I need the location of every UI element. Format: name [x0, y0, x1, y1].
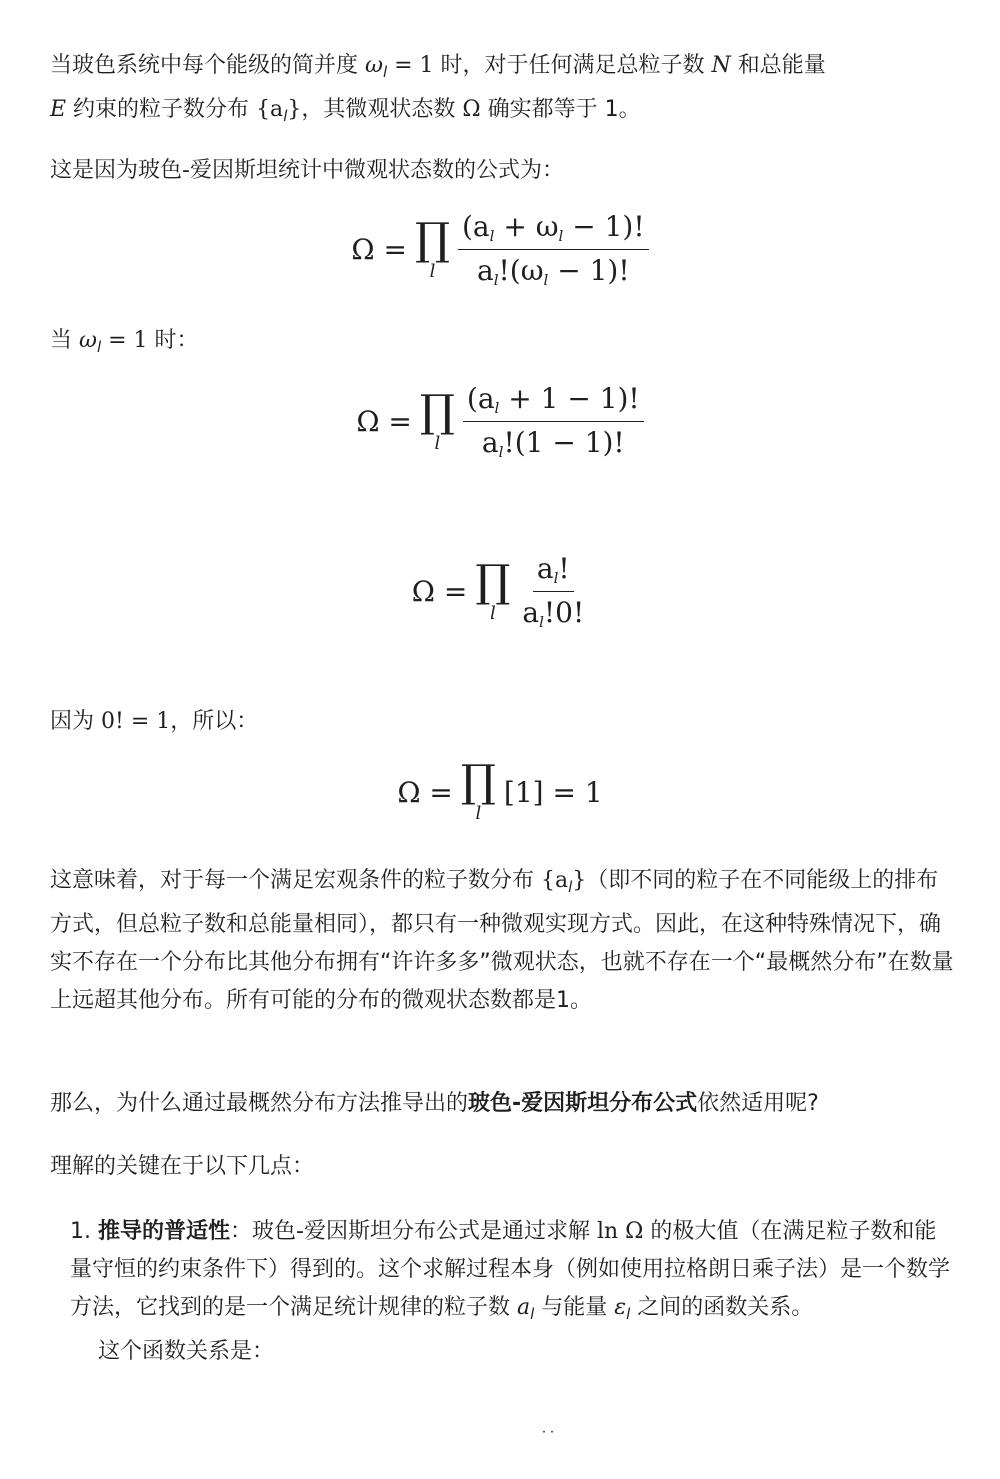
- list-item: 1. 推导的普适性：玻色-爱因斯坦分布公式是通过求解 ln Ω 的极大值（在满足粒子数和能量守恒的约束条件下）得到的。这个求解过程本身（例如使用拉格朗日乘子法）是一个数学方法，它找到的是一个满足统计规律的粒子数 $a_l$ 与能量 $\varepsilon_l$ 之间的函数关系。 这个函数关系是：: [70, 1219, 951, 1364]
- cutoff-mark: ˙˙: [540, 1428, 556, 1447]
- equation-4: Ω = ∏ l [1] = 1: [397, 756, 603, 824]
- question-paragraph: 那么，为什么通过最概然分布方法推导出的玻色-爱因斯坦分布公式依然适用呢?: [50, 1091, 819, 1116]
- equation-1: Ω = ∏ l $\frac{(a_l + \omega_l - 1)!}{a_l!(\omega_l - 1)!}$: [0, 210, 1000, 289]
- intro-paragraph: 当玻色系统中每个能级的简并度 $\omega_l = 1$ 时，对于任何满足总粒子数 N 和总能量 E 约束的粒子数分布 $\{a_l\}$，其微观状态数 Ω 确实都等于 1。: [50, 53, 826, 125]
- equation-3: Ω = ∏ l $\frac{a_l!}{a_l!0!}$: [411, 552, 585, 631]
- when-omega-1: 当 $\omega_l = 1$ 时：: [50, 328, 199, 356]
- formula-intro: 这是因为玻色-爱因斯坦统计中微观状态数的公式为：: [50, 158, 564, 183]
- meaning-paragraph: 这意味着，对于每一个满足宏观条件的粒子数分布 $\{a_l\}$（即不同的粒子在不同能级上的排布方式，但总粒子数和总能量相同），都只有一种微观实现方式。因此，在这种特殊情况下，确实不存在一个分布比其他分布拥有“许许多多”微观状态，也就不存在一个“最概然分布”在数量上远超其他分布。所有可能的分布的微观状态数都是1。: [50, 868, 954, 1013]
- because-zero-factorial: 因为 0! = 1，所以：: [50, 709, 259, 734]
- key-points-intro: 理解的关键在于以下几点：: [50, 1154, 315, 1179]
- equation-2: Ω = ∏ l $\frac{(a_l + 1 - 1)!}{a_l!(1 - 1)!}$: [0, 382, 1000, 461]
